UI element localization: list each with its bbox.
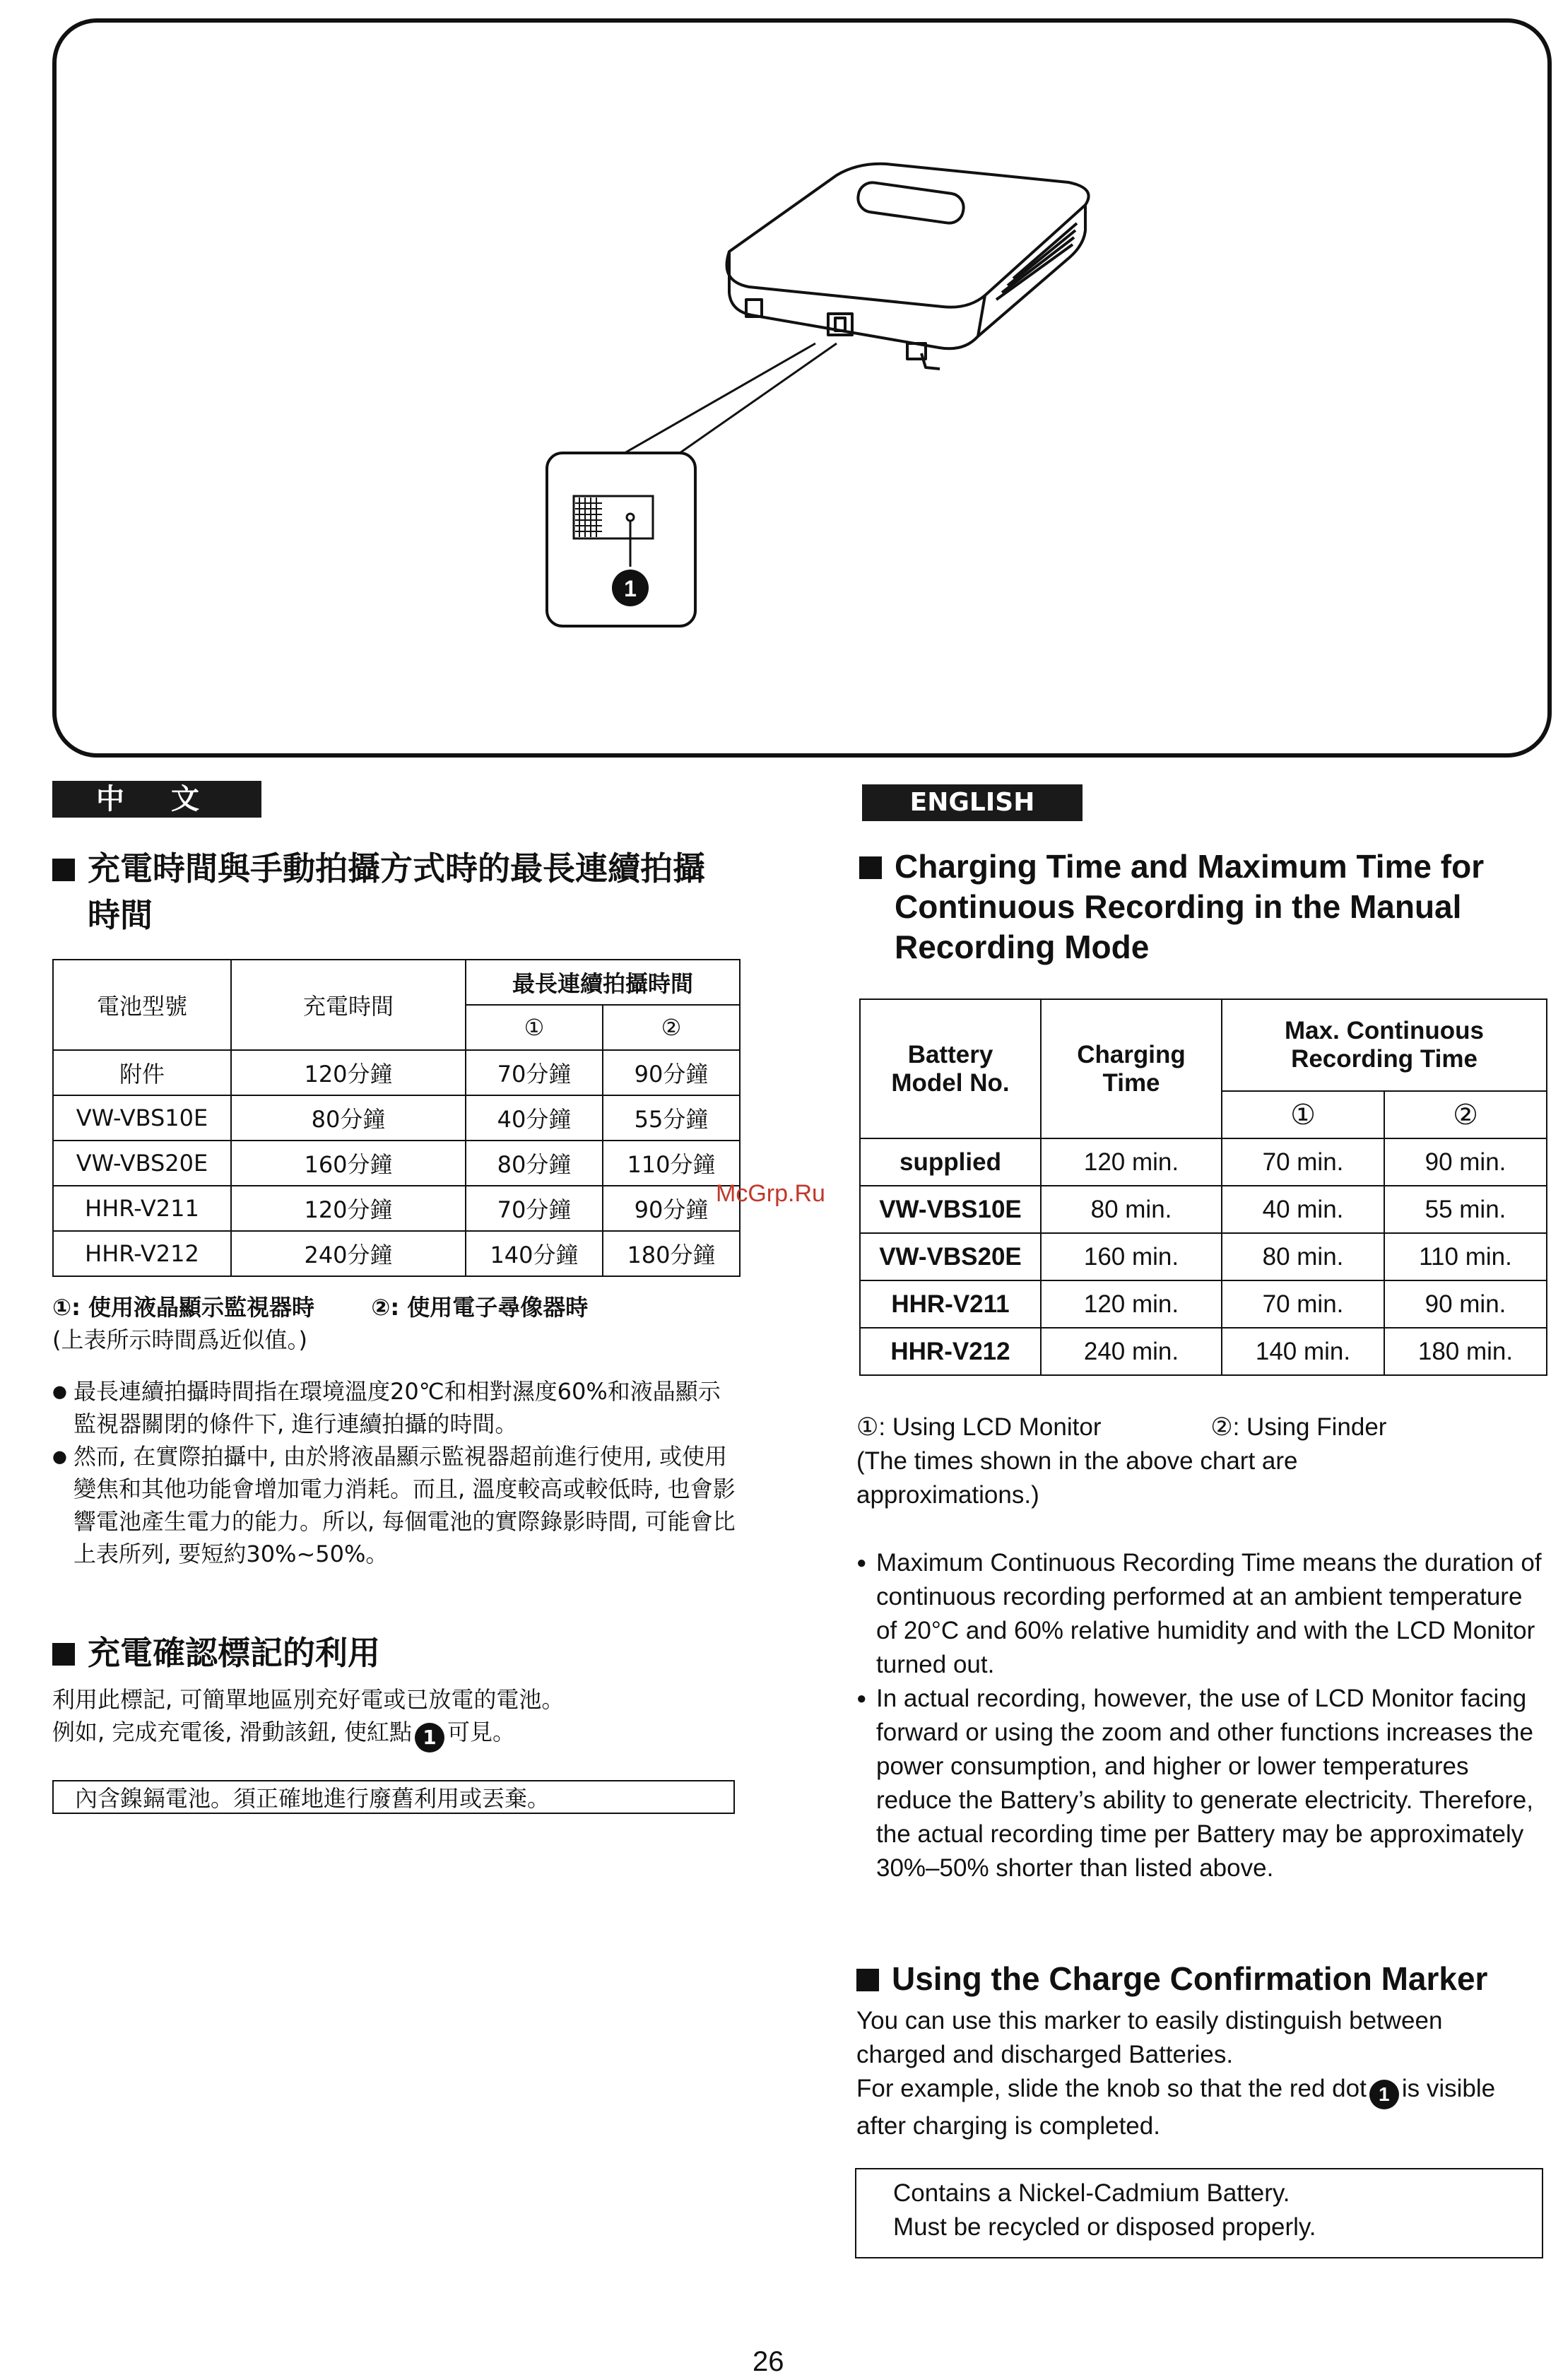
cell-finder: 90分鐘 (603, 1050, 740, 1095)
english-charging-table (859, 998, 1547, 1376)
cell-charge: 240 min. (1041, 1328, 1222, 1375)
cell-charge: 120分鐘 (231, 1050, 466, 1095)
marker-number-label: 1 (624, 576, 637, 601)
cell-charge: 80 min. (1041, 1186, 1222, 1233)
chinese-marker-heading (52, 1630, 759, 1676)
cell-lcd: 40分鐘 (466, 1095, 603, 1141)
table-subheader-lcd: ① (1222, 1091, 1384, 1138)
header-model-line1: Battery (907, 1040, 993, 1068)
cell-model: 附件 (53, 1050, 231, 1095)
english-marker-heading (856, 1959, 1549, 1999)
cell-lcd: 80 min. (1222, 1233, 1384, 1280)
approx-note-line2: approximations.) (856, 1481, 1039, 1509)
chinese-notes (52, 1375, 738, 1570)
illustration-frame (54, 20, 1550, 755)
cell-finder: 180 min. (1384, 1328, 1547, 1375)
recycle-line1: Contains a Nickel-Cadmium Battery. (893, 2179, 1290, 2207)
table-row (860, 1186, 1547, 1233)
marker-text-line1: You can use this marker to easily distinguish between charged and discharged Batteries. (856, 2007, 1443, 2068)
english-legend (856, 1410, 1549, 1512)
cell-finder: 90 min. (1384, 1138, 1547, 1186)
cell-finder: 55 min. (1384, 1186, 1547, 1233)
list-item: ● 然而, 在實際拍攝中, 由於將液晶顯示監視器超前進行使用, 或使用變焦和其他功能會增加電力消耗。而且, 溫度較高或較低時, 也會影響電池產生電力的能力。所以, 每個電池的實際錄影時間, 可能會比上表所列, 要短約30%~50%。 (52, 1440, 738, 1570)
marker-text-line1: 利用此標記, 可簡單地區別充好電或已放電的電池。 (52, 1686, 565, 1713)
table-row (53, 1050, 740, 1095)
cell-finder: 110 min. (1384, 1233, 1547, 1280)
heading-bullet-icon (52, 1643, 75, 1666)
heading-bullet-icon (859, 856, 882, 879)
table-header-model: 電池型號 (53, 960, 231, 1050)
table-row (860, 1280, 1547, 1328)
cell-finder: 110分鐘 (603, 1141, 740, 1186)
english-heading-line2: Continuous Recording in the Manual (895, 888, 1462, 925)
cell-charge: 240分鐘 (231, 1231, 466, 1276)
header-charge-line2: Time (1102, 1068, 1160, 1097)
table-header-model (860, 999, 1041, 1138)
cell-finder: 55分鐘 (603, 1095, 740, 1141)
cell-lcd: 70 min. (1222, 1280, 1384, 1328)
list-item: ● In actual recording, however, the use of LCD Monitor facing forward or using the zoom and other functions increases the power consumption, and higher or lower temperatures reduce the Battery’s ability to generate electricity. Therefore, the actual recording time per Battery may be approximately 30%–50% shorter than listed above. (856, 1682, 1549, 1885)
approx-note: (上表所示時間爲近似值。) (52, 1326, 307, 1353)
cell-charge: 120分鐘 (231, 1186, 466, 1231)
table-row (53, 1095, 740, 1141)
recycle-line2: Must be recycled or disposed properly. (893, 2213, 1316, 2241)
cell-finder: 90分鐘 (603, 1186, 740, 1231)
cell-model: VW-VBS20E (53, 1141, 231, 1186)
list-item: ● 最長連續拍攝時間指在環境溫度20℃和相對濕度60%和液晶顯示監視器關閉的條件下, 進行連續拍攝的時間。 (52, 1375, 738, 1440)
cell-lcd: 80分鐘 (466, 1141, 603, 1186)
english-section-label: ENGLISH (862, 784, 1083, 821)
table-row (860, 1328, 1547, 1375)
cell-lcd: 70分鐘 (466, 1186, 603, 1231)
table-header-max-time: 最長連續拍攝時間 (466, 960, 740, 1005)
english-notes (856, 1546, 1549, 1885)
legend-finder: ②: 使用電子尋像器時 (371, 1294, 589, 1321)
watermark-text: McGrp.Ru (716, 1180, 825, 1207)
chinese-marker-text (52, 1683, 759, 1752)
table-header-charge: 充電時間 (231, 960, 466, 1050)
english-marker-heading-text: Using the Charge Confirmation Marker (892, 1960, 1488, 1997)
english-heading-line3: Recording Mode (895, 929, 1150, 965)
page-number: 26 (753, 2346, 784, 2377)
cell-lcd: 70 min. (1222, 1138, 1384, 1186)
table-row (53, 1186, 740, 1231)
battery-illustration (52, 18, 1552, 758)
cell-model: supplied (860, 1138, 1041, 1186)
table-row (860, 1138, 1547, 1186)
header-charge-line1: Charging (1077, 1040, 1186, 1068)
cell-finder: 180分鐘 (603, 1231, 740, 1276)
chinese-section-label: 中 文 (52, 781, 261, 818)
cell-model: VW-VBS10E (53, 1095, 231, 1141)
cell-model: HHR-V212 (860, 1328, 1041, 1375)
cell-charge: 120 min. (1041, 1280, 1222, 1328)
cell-lcd: 40 min. (1222, 1186, 1384, 1233)
cell-finder: 90 min. (1384, 1280, 1547, 1328)
chinese-legend (52, 1291, 759, 1356)
english-heading-line1: Charging Time and Maximum Time for (895, 848, 1485, 885)
cell-model: HHR-V211 (860, 1280, 1041, 1328)
cell-charge: 160 min. (1041, 1233, 1222, 1280)
battery-pack (727, 164, 1089, 369)
marker-text-line2a: 例如, 完成充電後, 滑動該鈕, 使紅點 (52, 1719, 413, 1745)
table-subheader-finder: ② (603, 1005, 740, 1050)
heading-bullet-icon (856, 1969, 879, 1991)
table-row (53, 1231, 740, 1276)
marker-text-line2b: is visible after charging is completed. (856, 2075, 1496, 2140)
chinese-heading-line2: 時間 (88, 896, 153, 934)
red-dot-marker-icon: 1 (1369, 2080, 1399, 2109)
english-heading (859, 847, 1552, 967)
approx-note-line1: (The times shown in the above chart are (856, 1447, 1298, 1475)
cell-lcd: 140分鐘 (466, 1231, 603, 1276)
leader-line (625, 343, 815, 453)
heading-bullet-icon (52, 859, 75, 881)
english-marker-text (856, 2004, 1535, 2143)
legend-finder: ②: Using Finder (1210, 1413, 1387, 1441)
chinese-charging-table (52, 959, 741, 1277)
chinese-recycle-note: 內含鎳鎘電池。須正確地進行廢舊利用或丟棄。 (52, 1780, 735, 1814)
cell-model: VW-VBS10E (860, 1186, 1041, 1233)
cell-model: HHR-V211 (53, 1186, 231, 1231)
red-dot-marker-icon: 1 (415, 1723, 444, 1752)
table-subheader-finder: ② (1384, 1091, 1547, 1138)
legend-lcd: ①: Using LCD Monitor (856, 1413, 1102, 1441)
marker-text-line2a: For example, slide the knob so that the red dot (856, 2075, 1367, 2102)
marker-text-line2b: 可見。 (447, 1719, 516, 1745)
header-model-line2: Model No. (891, 1068, 1010, 1097)
leader-line (680, 343, 837, 453)
chinese-marker-heading-text: 充電確認標記的利用 (88, 1634, 380, 1672)
header-max-line2: Recording Time (1291, 1045, 1478, 1073)
table-subheader-lcd: ① (466, 1005, 603, 1050)
cell-model: VW-VBS20E (860, 1233, 1041, 1280)
cell-charge: 120 min. (1041, 1138, 1222, 1186)
table-header-max-time (1222, 999, 1547, 1091)
table-row (860, 1233, 1547, 1280)
cell-charge: 160分鐘 (231, 1141, 466, 1186)
chinese-heading-line1: 充電時間與手動拍攝方式時的最長連續拍攝 (88, 849, 705, 888)
chinese-heading (52, 845, 759, 938)
list-item: ● Maximum Continuous Recording Time means the duration of continuous recording performed at an ambient temperature of 20°C and 60% relative humidity and with the LCD Monitor turned out. (856, 1546, 1549, 1682)
cell-model: HHR-V212 (53, 1231, 231, 1276)
legend-lcd: ①: 使用液晶顯示監視器時 (52, 1294, 315, 1321)
table-row (53, 1141, 740, 1186)
english-recycle-note (855, 2168, 1543, 2258)
table-header-charge (1041, 999, 1222, 1138)
cell-lcd: 140 min. (1222, 1328, 1384, 1375)
header-max-line1: Max. Continuous (1285, 1017, 1484, 1044)
cell-lcd: 70分鐘 (466, 1050, 603, 1095)
cell-charge: 80分鐘 (231, 1095, 466, 1141)
